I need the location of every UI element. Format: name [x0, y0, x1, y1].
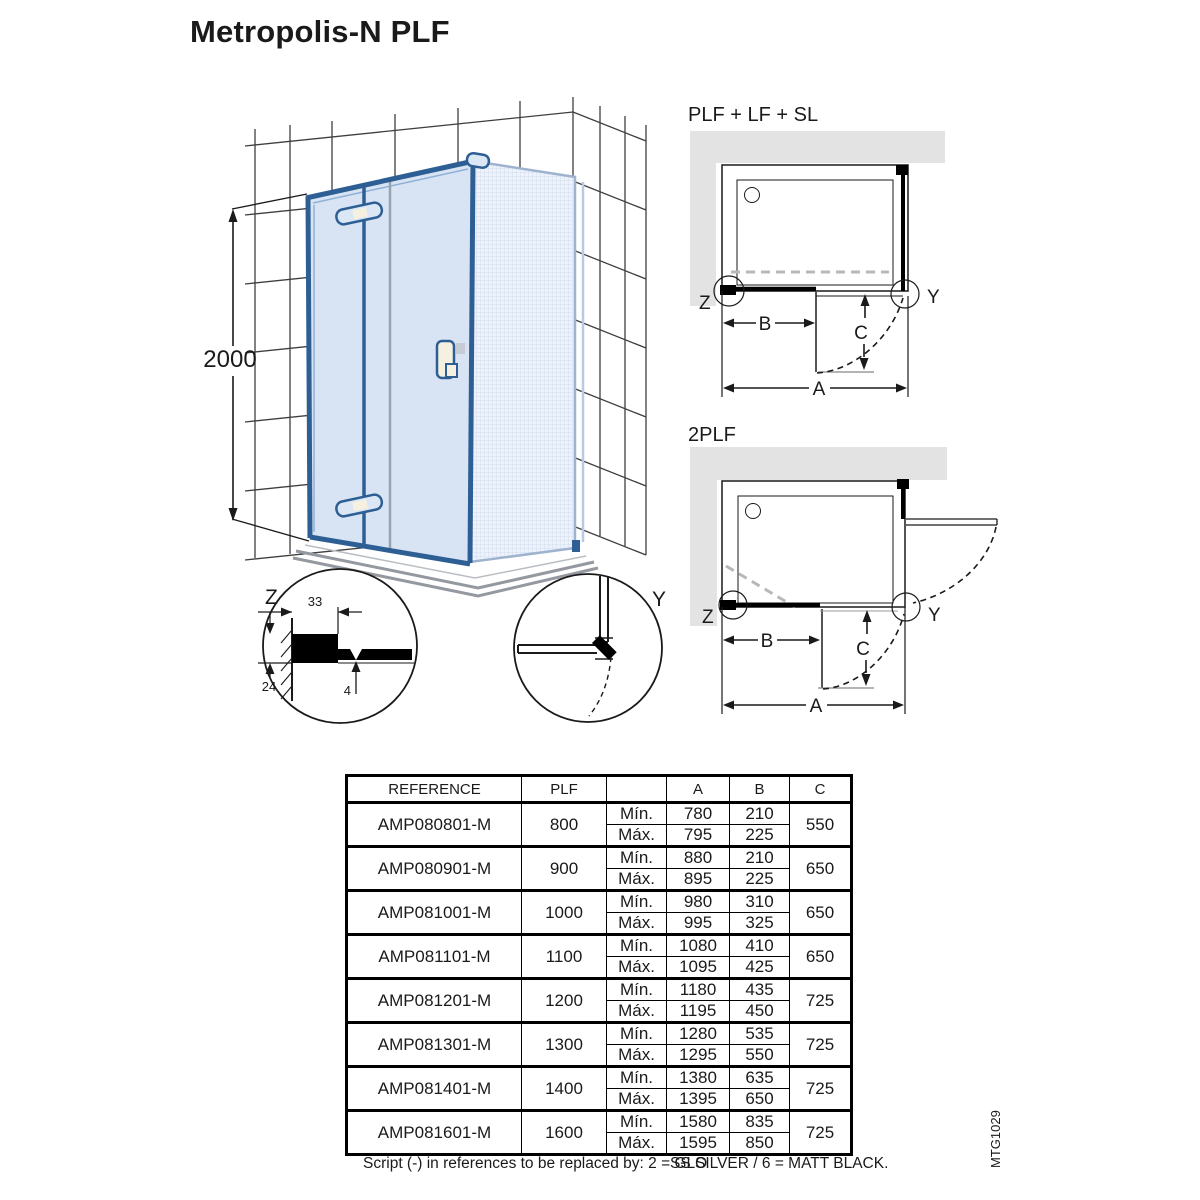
- cell-c: 650: [790, 935, 852, 979]
- table-row: [347, 1111, 852, 1133]
- table-row: [347, 935, 852, 957]
- dim-c: [854, 294, 869, 370]
- cell-b-max: 425: [730, 957, 790, 979]
- cell-b-max: 650: [730, 1089, 790, 1111]
- cell-plf: 1600: [522, 1111, 607, 1155]
- cell-a-max: 795: [667, 825, 730, 847]
- cell-c: 550: [790, 803, 852, 847]
- cell-c: 725: [790, 979, 852, 1023]
- cell-a-max: 1395: [667, 1089, 730, 1111]
- cell-a-min: 1080: [667, 935, 730, 957]
- cell-c: 725: [790, 1023, 852, 1067]
- height-dimension: [203, 194, 309, 541]
- cell-min-label: Mín.: [607, 935, 667, 957]
- corner-bracket: [466, 152, 490, 168]
- dim-a: [723, 696, 904, 717]
- cell-plf: 1400: [522, 1067, 607, 1111]
- cell-b-min: 410: [730, 935, 790, 957]
- front-glass-panels: [306, 152, 490, 564]
- cell-b-min: 210: [730, 803, 790, 825]
- cell-min-label: Mín.: [607, 891, 667, 913]
- table-row: [347, 847, 852, 869]
- cell-reference: AMP081301-M: [347, 1023, 522, 1067]
- cell-min-label: Mín.: [607, 847, 667, 869]
- dim-c-label: C: [856, 639, 870, 660]
- detail-circle-z: [258, 569, 417, 723]
- table-row: [347, 891, 852, 913]
- cell-a-min: 1380: [667, 1067, 730, 1089]
- col-header-b: B: [730, 776, 790, 803]
- cell-plf: 1300: [522, 1023, 607, 1067]
- dim-b: [723, 631, 820, 652]
- cell-b-max: 450: [730, 1001, 790, 1023]
- detail-circle-y: [514, 574, 666, 722]
- cell-plf: 1100: [522, 935, 607, 979]
- plan2-title: 2PLF: [688, 424, 736, 446]
- cell-reference: AMP081601-M: [347, 1111, 522, 1155]
- cell-b-max: 225: [730, 869, 790, 891]
- cell-max-label: Máx.: [607, 825, 667, 847]
- right-door-swing-arc: [913, 527, 996, 603]
- col-header-reference: REFERENCE: [347, 776, 522, 803]
- plan1-title: PLF + LF + SL: [688, 104, 819, 126]
- table-row: [347, 1023, 852, 1045]
- cell-c: 725: [790, 1067, 852, 1111]
- cell-min-label: Mín.: [607, 1023, 667, 1045]
- corner-z-label: Z: [699, 293, 711, 314]
- shower-tray-outline: [722, 481, 905, 607]
- dim-a-label: A: [809, 696, 823, 717]
- footer-note-right: SS SILVER / 6 = MATT BLACK.: [670, 1155, 889, 1172]
- cell-a-min: 780: [667, 803, 730, 825]
- cell-a-max: 1095: [667, 957, 730, 979]
- dim-b-label: B: [758, 314, 772, 335]
- cell-c: 650: [790, 847, 852, 891]
- corner-y-label: Y: [927, 287, 940, 308]
- cell-plf: 900: [522, 847, 607, 891]
- detail-z-label: Z: [265, 586, 278, 609]
- cell-c: 725: [790, 1111, 852, 1155]
- cell-max-label: Máx.: [607, 913, 667, 935]
- cell-b-max: 550: [730, 1045, 790, 1067]
- cell-max-label: Máx.: [607, 1133, 667, 1155]
- profile-block: [292, 634, 338, 663]
- dim-b: [723, 314, 815, 335]
- cell-a-min: 1180: [667, 979, 730, 1001]
- dim-4-label: 4: [343, 683, 351, 698]
- col-header-c: C: [790, 776, 852, 803]
- dim-c: [856, 610, 871, 686]
- cell-b-max: 325: [730, 913, 790, 935]
- cell-reference: AMP080901-M: [347, 847, 522, 891]
- cell-c: 650: [790, 891, 852, 935]
- cell-b-min: 635: [730, 1067, 790, 1089]
- cell-a-max: 895: [667, 869, 730, 891]
- cell-b-max: 225: [730, 825, 790, 847]
- cell-min-label: Mín.: [607, 979, 667, 1001]
- cell-b-min: 835: [730, 1111, 790, 1133]
- cell-max-label: Máx.: [607, 869, 667, 891]
- cell-a-max: 995: [667, 913, 730, 935]
- cell-reference: AMP081201-M: [347, 979, 522, 1023]
- doc-title: Metropolis-N PLF: [190, 14, 450, 49]
- table-row: [347, 979, 852, 1001]
- cell-min-label: Mín.: [607, 1111, 667, 1133]
- col-header-range: [607, 776, 667, 803]
- cell-reference: AMP081401-M: [347, 1067, 522, 1111]
- table-row: [347, 803, 852, 825]
- cell-a-max: 1195: [667, 1001, 730, 1023]
- dim-33-label: 33: [307, 594, 323, 609]
- cell-a-max: 1295: [667, 1045, 730, 1067]
- cell-plf: 1000: [522, 891, 607, 935]
- right-open-door: [906, 519, 997, 603]
- cell-min-label: Mín.: [607, 1067, 667, 1089]
- table-row: [347, 1067, 852, 1089]
- cell-reference: AMP081101-M: [347, 935, 522, 979]
- cell-a-min: 880: [667, 847, 730, 869]
- glass-bar: [338, 649, 412, 660]
- cell-a-min: 1580: [667, 1111, 730, 1133]
- corner-y-label: Y: [928, 605, 941, 626]
- cell-a-max: 1595: [667, 1133, 730, 1155]
- cell-reference: AMP081001-M: [347, 891, 522, 935]
- cell-max-label: Máx.: [607, 957, 667, 979]
- cell-b-min: 210: [730, 847, 790, 869]
- cell-plf: 1200: [522, 979, 607, 1023]
- cell-min-label: Mín.: [607, 803, 667, 825]
- footer-note-left: Script (-) in references to be replaced by: 2 = GLO: [363, 1155, 708, 1172]
- cell-reference: AMP080801-M: [347, 803, 522, 847]
- side-glass-panel: [470, 161, 583, 562]
- cell-b-min: 535: [730, 1023, 790, 1045]
- dim-b-label: B: [760, 631, 774, 652]
- plan-view-plf-lf-sl: [680, 98, 1015, 413]
- cell-a-min: 1280: [667, 1023, 730, 1045]
- dim-c-label: C: [854, 323, 868, 344]
- wall-band-left: [690, 163, 716, 306]
- wall-band-top: [690, 131, 945, 163]
- height-dimension-label: 2000: [203, 346, 257, 373]
- cell-max-label: Máx.: [607, 1089, 667, 1111]
- cell-b-min: 310: [730, 891, 790, 913]
- wall-band-top: [690, 447, 947, 480]
- dim-a: [723, 379, 907, 400]
- col-header-a: A: [667, 776, 730, 803]
- wall-band-left: [690, 480, 717, 626]
- plan-view-2plf: [680, 418, 1015, 723]
- cell-b-max: 850: [730, 1133, 790, 1155]
- corner-z-label: Z: [702, 607, 714, 628]
- cell-a-min: 980: [667, 891, 730, 913]
- dim-a-label: A: [812, 379, 826, 400]
- size-table: [345, 774, 853, 1156]
- cell-max-label: Máx.: [607, 1045, 667, 1067]
- dim-24-label: 24: [261, 679, 277, 694]
- col-header-plf: PLF: [522, 776, 607, 803]
- cell-b-min: 435: [730, 979, 790, 1001]
- isometric-drawing: [200, 95, 670, 730]
- cell-max-label: Máx.: [607, 1001, 667, 1023]
- doc-code: MTG1029: [988, 1110, 1003, 1168]
- cell-plf: 800: [522, 803, 607, 847]
- detail-y-label: Y: [652, 588, 667, 611]
